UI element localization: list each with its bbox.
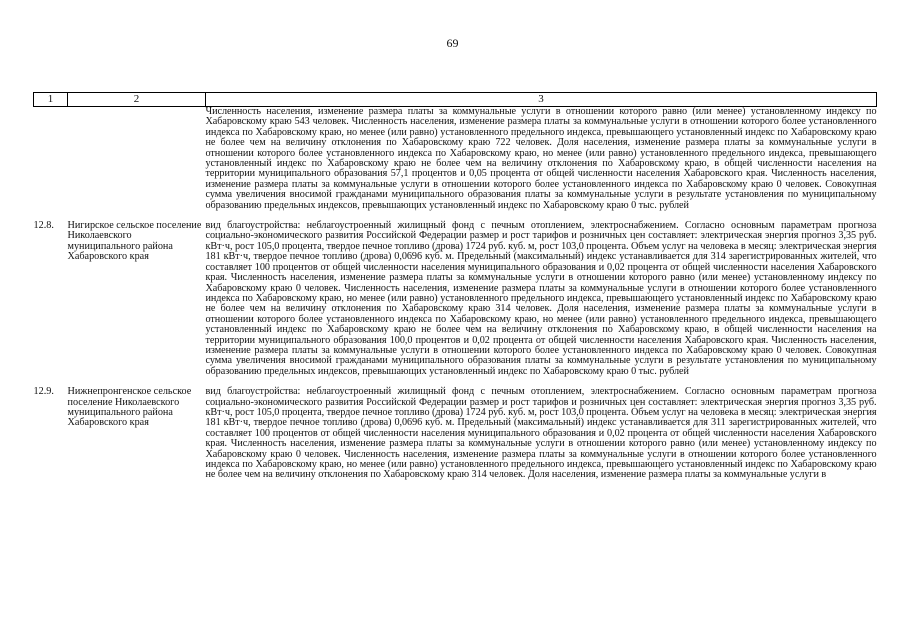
row-number: 12.8. bbox=[33, 220, 54, 232]
municipality-name: Нигирское сельское поселение Николаевского муниципального района Хабаровского края bbox=[67, 220, 202, 263]
table-row bbox=[34, 387, 877, 481]
municipality-name: Нижнепронгенское сельское поселение Николаевского муниципального района Хабаровского края bbox=[67, 386, 192, 429]
tariff-index-table bbox=[33, 92, 877, 481]
municipality-name bbox=[68, 107, 206, 212]
row-number bbox=[34, 107, 68, 212]
row-number: 12.9. bbox=[33, 386, 54, 398]
column-header-number: 1 bbox=[34, 93, 68, 107]
page-number: 69 bbox=[446, 36, 459, 50]
row-description: вид благоустройства: неблагоустроенный жилищный фонд с печным отоплением, электроснабжением. Согласно основным параметрам прогноза социально-экономического развития Российской Федерации размер и рост тарифов и розничных цен составляет: электрическая энергия прогноз 3,35 руб. кВт·ч, рост 105,0 процента, твердое печное топливо (дрова) 1724 руб. куб. м, рост 103,0 процента. Объем услуг на человека в месяц: электрическая энергия 181 кВт·ч, твердое печное топливо (дрова) 0,0696 куб. м. Предельный (максимальный) индекс устанавливается для 314 зарегистрированных жителей, что составляет 100 процентов от общей численности населения муниципального образования и 0,02 процента от общей численности населения Хабаровского края. Численность населения, изменение размера платы за коммунальные услуги в отношении которого равно (или менее) установленному индексу по Хабаровскому краю 0 человек. Численность населения, изменение размера платы за коммунальные услуги в отношении которого более установленного индекса по Хабаровскому краю, но менее (или равно) установленного предельного индекса, превышающего установленный индекс по Хабаровскому краю не более чем на величину отклонения по Хабаровскому краю 314 человек. Доля населения, изменение размера платы за коммунальные услуги в отношении которого более установленного индекса по Хабаровскому краю, но менее (или равно) установленного предельного индекса, превышающего установленный индекс по Хабаровскому краю не более чем на величину отклонения по Хабаровскому краю, в общей численности населения на территории муниципального образования 100,0 процентов и 0,02 процента от общей численности населения Хабаровского края. Численность населения, изменение размера платы за коммунальные услуги в отношении которого более установленного индекса по Хабаровскому краю 0 человек. Совокупная сумма увеличения вносимой гражданами муниципального образования платы за коммунальные услуги в результате установления по муниципальному образованию предельных индексов, превышающих установленный индекс по Хабаровскому краю 0 тыс. рублей bbox=[205, 220, 877, 377]
row-description: Численность населения, изменение размера платы за коммунальные услуги в отношении которого равно (или менее) установленному индексу по Хабаровскому краю 543 человек. Численность населения, изменение размера платы за коммунальные услуги в отношении которого более установленного индекса по Хабаровскому краю, но менее (или равно) установленного предельного индекса, превышающего установленный индекс по Хабаровскому краю не более чем на величину отклонения по Хабаровскому краю 722 человек. Доля населения, изменение размера платы за коммунальные услуги в отношении которого более установленного индекса по Хабаровскому краю, но менее (или равно) установленного предельного индекса, превышающего установленный индекс по Хабаровскому краю не более чем на величину отклонения по Хабаровскому краю, в общей численности населения на территории муниципального образования 57,1 процентов и 0,05 процента от общей численности населения Хабаровского края. Численность населения, изменение размера платы за коммунальные услуги в отношении которого более установленного индекса по Хабаровскому краю 0 человек. Совокупная сумма увеличения вносимой гражданами муниципального образования платы за коммунальные услуги в результате установления по муниципальному образованию предельных индексов, превышающих установленный индекс по Хабаровскому краю 0 тыс. рублей bbox=[205, 106, 877, 211]
column-header-description: 3 bbox=[206, 93, 877, 107]
table-header-row bbox=[34, 93, 877, 107]
column-header-name: 2 bbox=[68, 93, 206, 107]
row-description: вид благоустройства: неблагоустроенный жилищный фонд с печным отоплением, электроснабжением. Согласно основным параметрам прогноза социально-экономического развития Российской Федерации размер и рост тарифов и розничных цен составляет: электрическая энергия прогноз 3,35 руб. кВт·ч, рост 105,0 процента, твердое печное топливо (дрова) 1724 руб. куб. м, рост 103,0 процента. Объем услуг на человека в месяц: электрическая энергия 181 кВт·ч, твердое печное топливо (дрова) 0,0696 куб. м. Предельный (максимальный) индекс устанавливается для 311 зарегистрированных жителей, что составляет 100 процентов от общей численности населения муниципального образования и 0,02 процента от общей численности населения Хабаровского края. Численность населения, изменение размера платы за коммунальные услуги в отношении которого равно (или менее) установленному индексу по Хабаровскому краю 0 человек. Численность населения, изменение размера платы за коммунальные услуги в отношении которого более установленного индекса по Хабаровскому краю, но менее (или равно) установленного предельного индекса, превышающего установленный индекс по Хабаровскому краю не более чем на величину отклонения по Хабаровскому краю 314 человек. Доля населения, изменение размера платы за коммунальные услуги в bbox=[205, 386, 877, 481]
table-row bbox=[34, 107, 877, 212]
table-row bbox=[34, 221, 877, 377]
